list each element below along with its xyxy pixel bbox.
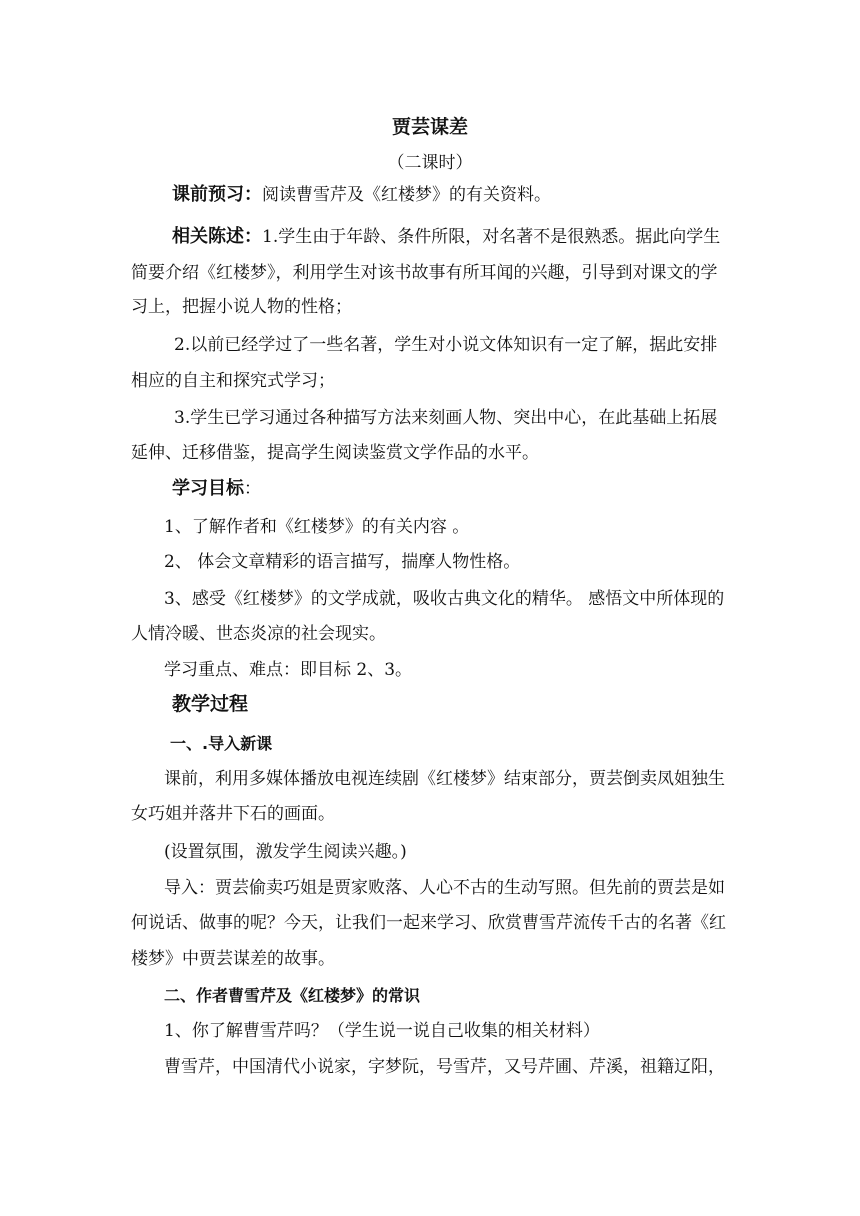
goal-3-line1: 3、感受《红楼梦》的文学成就，吸收古典文化的精华。 感悟文中所体现的: [164, 589, 725, 609]
document-subtitle: （二课时）: [387, 153, 473, 173]
section-1-p3-line3: 楼梦》中贾芸谋差的故事。: [131, 949, 335, 969]
section-1-p2: (设置氛围，激发学生阅读兴趣。): [164, 842, 407, 862]
section-1-p3-line2: 何说话、做事的呢？今天，让我们一起来学习、欣赏曹雪芹流传千古的名著《红: [131, 913, 726, 933]
goals-heading: [172, 478, 261, 500]
section-2-p1: 曹雪芹，中国清代小说家，字梦阮，号雪芹，又号芹圃、芹溪，祖籍辽阳，: [164, 1057, 725, 1077]
statement-p1-line2: 简要介绍《红楼梦》，利用学生对该书故事有所耳闻的兴趣，引导到对课文的学: [131, 263, 718, 283]
statement-label: 相关陈述：: [172, 226, 262, 247]
preview-line: [172, 184, 551, 206]
section-1-p3-line1: 导入：贾芸偷卖巧姐是贾家败落、人心不古的生动写照。但先前的贾芸是如: [164, 878, 725, 898]
statement-p1-line3: 习上，把握小说人物的性格；: [131, 297, 352, 317]
section-2-heading: 二、作者曹雪芹及《红楼梦》的常识: [164, 986, 421, 1005]
goal-1: 1、了解作者和《红楼梦》的有关内容 。: [164, 517, 470, 537]
statement-p3-line2: 延伸、迁移借鉴，提高学生阅读鉴赏文学作品的水平。: [131, 443, 539, 463]
section-1-p1-line1: 课前，利用多媒体播放电视连续剧《红楼梦》结束部分，贾芸倒卖凤姐独生: [164, 769, 725, 789]
goals-label: 学习目标: [172, 478, 244, 499]
statement-p2-line2: 相应的自主和探究式学习；: [131, 371, 335, 391]
key-points: 学习重点、难点：即目标 2、3。: [164, 660, 413, 680]
statement-p1-line1: 1.学生由于年龄、条件所限，对名著不是很熟悉。据此向学生: [262, 227, 721, 247]
preview-label: 课前预习：: [172, 184, 262, 205]
goal-2: 2、 体会文章精彩的语言描写，揣摩人物性格。: [164, 552, 521, 572]
statement-p3-line1: 3.学生已学习通过各种描写方法来刻画人物、突出中心，在此基础上拓展: [174, 408, 718, 428]
statement-line: [172, 226, 720, 248]
process-heading: 教学过程: [172, 693, 249, 715]
section-1-p1-line2: 女巧姐并落井下石的画面。: [131, 804, 335, 824]
section-2-question-1: 1、你了解曹雪芹吗？（学生说一说自己收集的相关材料）: [164, 1021, 600, 1041]
preview-text: 阅读曹雪芹及《红楼梦》的有关资料。: [262, 185, 551, 205]
section-1-heading: 一、.导入新课: [170, 734, 273, 753]
statement-p2-line1: 2.以前已经学过了一些名著，学生对小说文体知识有一定了解，据此安排: [174, 335, 718, 355]
document-title: 贾芸谋差: [391, 116, 468, 138]
goal-3-line2: 人情冷暖、世态炎凉的社会现实。: [131, 624, 386, 644]
goals-colon: ：: [244, 479, 261, 499]
